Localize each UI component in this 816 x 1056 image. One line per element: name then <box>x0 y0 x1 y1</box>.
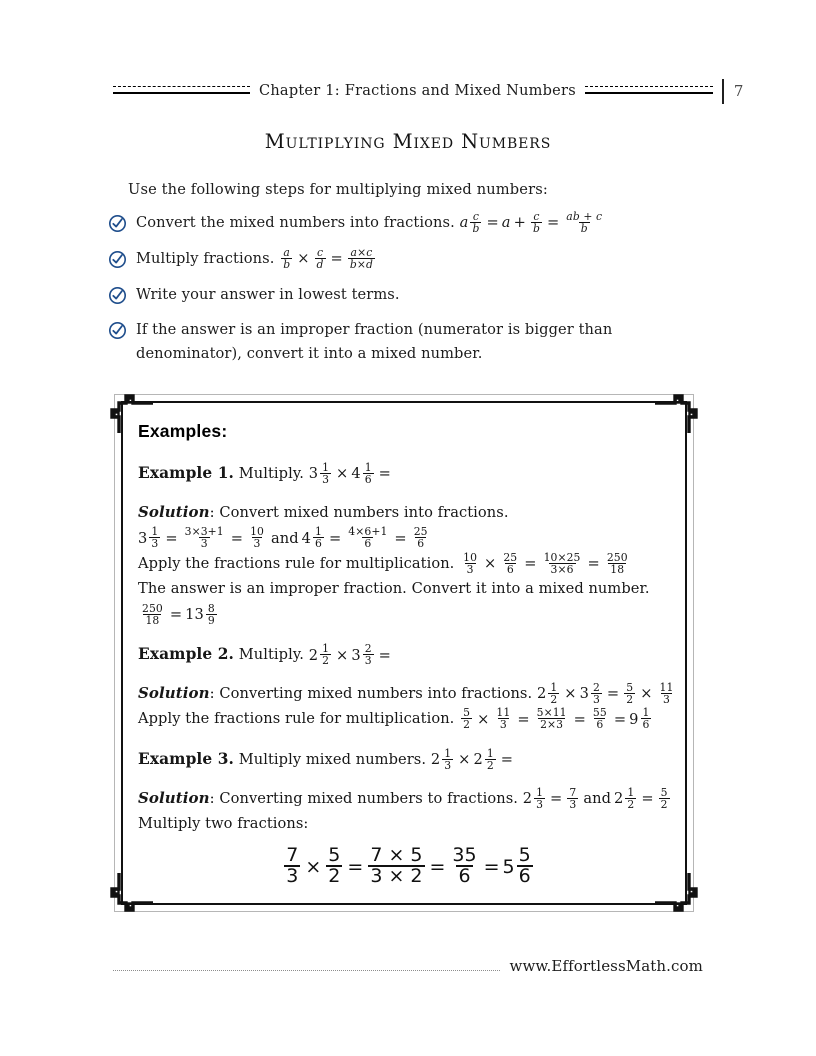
check-circle-icon <box>108 286 127 305</box>
multiply-n1: a <box>283 245 290 259</box>
e2s2-d4: 6 <box>596 718 604 732</box>
convert-eq-1: = <box>486 214 499 232</box>
multiply-n2: c <box>316 245 324 259</box>
e3-frac-2 <box>485 748 496 771</box>
header-rule-right-solid <box>585 92 713 94</box>
list-item <box>108 247 708 271</box>
e2s1-frac-4 <box>658 682 676 705</box>
e1-colon: : <box>209 503 215 521</box>
e1s2-d4: 18 <box>610 562 625 576</box>
e2-d1: 2 <box>322 654 330 668</box>
step-2-label: Multiply fractions. <box>136 249 275 267</box>
e3-s1-expression <box>523 786 672 811</box>
e1s2-frac-3 <box>542 552 583 575</box>
e3-n1: 1 <box>444 746 452 760</box>
e2s2-d5: 6 <box>642 718 650 732</box>
example-2-label: Example 2. <box>138 645 234 664</box>
step-3-label: Write your answer in lowest terms. <box>136 285 400 303</box>
multiply-eq: = <box>330 250 343 267</box>
example-3-expression <box>431 747 516 772</box>
e2s1-frac-1 <box>548 682 559 705</box>
multiply-d1: b <box>283 257 291 271</box>
e3s1-frac-2 <box>567 787 578 810</box>
e1-whole-1: 3 <box>308 465 319 483</box>
e1s2-d1: 3 <box>466 562 474 576</box>
e1-times: × <box>336 465 349 483</box>
multiply-fraction-1 <box>281 247 292 270</box>
example-2-prompt-text: Multiply. <box>238 646 304 664</box>
step-1-label: Convert the mixed numbers into fractions. <box>136 214 455 231</box>
example-3-prompt <box>138 746 679 773</box>
convert-c: c <box>472 209 480 223</box>
e2-s1-expression <box>537 681 677 706</box>
example-3-final-equation <box>138 843 679 888</box>
e1s2-eq1: = <box>524 555 537 573</box>
e2s2-frac-2 <box>494 707 512 730</box>
e2-whole-1: 2 <box>308 646 319 664</box>
e1-d1: 3 <box>322 473 330 486</box>
e1s2-frac-2 <box>501 552 519 575</box>
final-equation-expression <box>282 843 534 888</box>
e1s1-frac-1 <box>149 526 160 549</box>
e1s2-n4: 250 <box>606 550 628 564</box>
e1-s3-text: The answer is an improper fraction. Convert it into a mixed number. <box>138 580 650 598</box>
e2s2-times: × <box>477 710 490 728</box>
e3s1-eq2: = <box>641 789 654 807</box>
convert-a: a <box>459 214 469 232</box>
e1s3-frac-2 <box>206 603 217 626</box>
e1s1-fd1: 3 <box>200 537 208 551</box>
e2s1-fn1: 5 <box>626 680 634 694</box>
page-title: Multiplying Mixed Numbers <box>264 130 552 153</box>
e2s2-eq2: = <box>573 710 586 728</box>
e2s1-eq: = <box>606 685 620 703</box>
example-3-prompt-text: Multiply mixed numbers. <box>238 750 427 768</box>
e1s1-w1: 3 <box>138 529 148 547</box>
e2s2-frac-4 <box>591 707 609 730</box>
e1s1-eq2: = <box>230 529 244 547</box>
e1s2-n2: 25 <box>503 550 518 564</box>
e1s1-d1: 3 <box>151 537 159 551</box>
e1s1-frac-6 <box>412 526 430 549</box>
e3s1-and: and <box>583 789 611 807</box>
e1s1-fn3: 4×6+1 <box>348 525 388 539</box>
example-3-label: Example 3. <box>138 749 234 768</box>
e1s3-n1: 250 <box>142 601 163 615</box>
e1s1-and: and <box>270 529 299 547</box>
example-1-prompt <box>138 460 679 487</box>
e2-n2: 2 <box>364 642 372 656</box>
e1s1-fn2: 10 <box>250 525 264 539</box>
list-item <box>108 211 708 235</box>
e3-colon: : <box>209 789 215 807</box>
e3-frac-1 <box>442 748 453 771</box>
e3-n2: 1 <box>486 746 494 760</box>
e1s1-fd2: 3 <box>253 537 261 551</box>
e1-s2-expression <box>459 551 632 576</box>
e1s2-n1: 10 <box>463 550 478 564</box>
e2s2-frac-3 <box>535 707 569 730</box>
fe-frac-1 <box>284 843 300 888</box>
fe-d3: 3 × 2 <box>370 865 423 888</box>
example-3-solution-line-1 <box>138 786 679 812</box>
example-1-solution-line-1 <box>138 500 679 551</box>
example-2 <box>138 641 679 732</box>
multiply-d2: d <box>316 257 324 271</box>
convert-fraction-cb-2 <box>531 211 542 234</box>
fe-n4: 35 <box>452 843 477 866</box>
e1s2-eq2: = <box>587 555 600 573</box>
page-number: 7 <box>733 82 744 100</box>
examples-content <box>138 421 679 901</box>
example-3-solution-label: Solution <box>138 788 210 807</box>
example-2-solution-line-2 <box>138 706 679 732</box>
e3-eq: = <box>500 751 514 769</box>
footer-dotted-rule <box>113 970 500 971</box>
header-rule-left-dashed <box>113 86 250 87</box>
convert-plus: + <box>513 214 526 232</box>
e2s1-d1: 2 <box>550 692 558 706</box>
e1s1-fn1: 3×3+1 <box>184 525 224 539</box>
convert-b: b <box>472 221 480 235</box>
e3-d1: 3 <box>444 758 452 772</box>
e1-n1: 1 <box>322 461 330 474</box>
e2s1-fn2: 11 <box>659 680 674 694</box>
e3-whole-1: 2 <box>430 751 441 769</box>
e3s1-fd2: 2 <box>660 797 668 811</box>
e3-d2: 2 <box>486 758 494 772</box>
e2-s2-text: Apply the fractions rule for multiplication. <box>138 710 455 728</box>
e1s1-fd4: 6 <box>417 537 425 551</box>
e1s3-whole: 13 <box>185 605 204 623</box>
e1-frac-1 <box>320 462 331 485</box>
e2s2-eq1: = <box>517 710 530 728</box>
example-3-solution-line-2: Multiply two fractions: <box>138 815 309 833</box>
e2-n1: 1 <box>322 642 330 656</box>
fe-frac-4 <box>450 843 478 888</box>
example-1-prompt-text: Multiply. <box>238 465 304 482</box>
e1s1-n2: 1 <box>315 525 322 539</box>
e2-s1-text: Converting mixed numbers into fractions. <box>219 684 533 702</box>
e1s3-eq: = <box>169 605 183 623</box>
multiply-formula <box>279 247 377 271</box>
e1s1-eq1: = <box>165 529 178 547</box>
e2-s2-expression <box>459 707 653 732</box>
e2s1-d2: 3 <box>592 692 600 706</box>
header-rule-left <box>113 84 250 98</box>
e3s1-fd1: 3 <box>569 797 577 811</box>
e1-s1-text: Convert mixed numbers into fractions. <box>219 503 509 521</box>
e1s2-frac-1 <box>461 552 479 575</box>
e2s1-w1: 2 <box>536 685 547 703</box>
convert-fraction-cb <box>470 211 481 234</box>
e1s3-frac-1 <box>140 603 165 626</box>
check-circle-icon <box>108 250 127 269</box>
fe-times: × <box>305 855 322 878</box>
e1s3-d2: 9 <box>207 613 215 627</box>
example-1-solution-label: Solution <box>138 502 210 521</box>
e3s1-fn2: 5 <box>660 785 668 799</box>
e1s2-n3: 10×25 <box>543 550 581 564</box>
e1-d2: 6 <box>364 473 372 486</box>
fe-n3: 7 × 5 <box>370 843 423 866</box>
e2s1-frac-3 <box>624 682 635 705</box>
e3-whole-2: 2 <box>473 751 483 769</box>
e2s2-frac-1 <box>461 707 472 730</box>
example-1-expression <box>309 461 394 486</box>
convert-a2: a <box>501 214 511 232</box>
e2s1-w2: 3 <box>579 685 589 703</box>
example-2-solution-label: Solution <box>138 683 210 702</box>
e3s1-d1: 3 <box>536 797 544 811</box>
e3s1-w1: 2 <box>522 789 533 807</box>
multiply-result-fraction <box>348 247 375 270</box>
steps-list <box>108 211 708 378</box>
e1s1-n1: 1 <box>151 525 159 539</box>
e1s1-frac-3 <box>248 526 266 549</box>
e1s2-d3: 3×6 <box>550 562 574 576</box>
e2s1-fd2: 3 <box>662 692 670 706</box>
e2-frac-2 <box>363 643 374 666</box>
e2s2-whole: 9 <box>629 710 639 728</box>
e3s1-w2: 2 <box>614 789 624 807</box>
examples-heading: Examples: <box>138 421 228 441</box>
example-2-expression <box>309 643 394 668</box>
e3s1-frac-3 <box>625 787 636 810</box>
fe-d5: 6 <box>518 865 531 888</box>
e3s1-d2: 2 <box>627 797 635 811</box>
multiply-rd: b×d <box>349 257 374 271</box>
header-rule-right <box>585 84 713 98</box>
fe-frac-3 <box>368 843 424 888</box>
e2-colon: : <box>209 684 215 702</box>
e1-frac-2 <box>363 462 374 485</box>
e1-eq: = <box>378 465 391 483</box>
page-footer <box>113 955 703 977</box>
e3s1-eq1: = <box>550 789 563 807</box>
e3s1-n1: 1 <box>536 785 544 799</box>
chapter-title: Chapter 1: Fractions and Mixed Numbers <box>259 83 576 99</box>
multiply-times: × <box>297 250 310 267</box>
convert-b2: b <box>532 221 540 235</box>
e1-s2-text: Apply the fractions rule for multiplication. <box>138 554 455 572</box>
e2-d2: 3 <box>364 654 372 668</box>
e1s1-eq3: = <box>328 529 342 547</box>
e2s2-n2: 11 <box>496 706 511 720</box>
step-4-label: If the answer is an improper fraction (numerator is bigger than denominator), convert it into a mixed number. <box>136 321 613 362</box>
e2-whole-2: 3 <box>351 646 361 664</box>
multiply-fraction-2 <box>315 247 326 270</box>
e2s2-n4: 55 <box>592 706 607 720</box>
e1-s3-expression <box>138 602 219 627</box>
e2-frac-1 <box>320 643 331 666</box>
e2s1-times2: × <box>640 685 653 703</box>
e3-s1-text: Converting mixed numbers to fractions. <box>219 789 518 807</box>
e2s1-n2: 2 <box>592 680 600 694</box>
example-1 <box>138 460 679 627</box>
e2s2-d1: 2 <box>463 718 471 732</box>
e1s1-fd3: 6 <box>364 537 372 551</box>
convert-result-fraction <box>564 211 604 234</box>
fe-d2: 2 <box>328 865 341 888</box>
fe-d4: 6 <box>458 865 471 888</box>
e1s2-frac-4 <box>605 552 630 575</box>
e1s3-n2: 8 <box>207 601 215 615</box>
e1-whole-2: 4 <box>351 465 361 483</box>
list-item <box>108 318 708 365</box>
e2s1-fd1: 2 <box>626 692 634 706</box>
e1-n2: 1 <box>364 461 372 474</box>
fe-d1: 3 <box>286 865 299 888</box>
e1s1-fn4: 25 <box>413 525 428 539</box>
e2s2-eq3: = <box>613 710 627 728</box>
example-1-solution-line-2 <box>138 551 679 577</box>
list-item <box>108 283 708 307</box>
e2s2-d3: 2×3 <box>540 718 564 732</box>
e2s1-n1: 1 <box>550 680 558 694</box>
e2-eq: = <box>378 646 391 664</box>
step-2-body <box>136 247 708 271</box>
e3s1-frac-4 <box>659 787 670 810</box>
e2s1-frac-2 <box>591 682 602 705</box>
e2s2-n1: 5 <box>463 706 471 720</box>
e1s3-d1: 18 <box>145 613 160 627</box>
check-circle-icon <box>108 214 127 233</box>
e1s2-d2: 6 <box>506 562 514 576</box>
example-1-solution-line-3 <box>138 576 679 627</box>
e1s1-eq4: = <box>394 529 407 547</box>
e1s1-frac-4 <box>313 526 324 549</box>
e3s1-n2: 1 <box>627 785 635 799</box>
e2-times: × <box>336 646 349 664</box>
convert-eq-2: = <box>546 214 560 232</box>
multiply-rn: a×c <box>350 245 373 259</box>
e1s1-frac-2 <box>183 526 226 549</box>
e3-times: × <box>458 751 471 769</box>
intro-text: Use the following steps for multiplying mixed numbers: <box>128 181 548 198</box>
fe-frac-2 <box>326 843 342 888</box>
fe-whole: 5 <box>502 855 515 878</box>
examples-box <box>107 387 701 919</box>
fe-n5: 5 <box>518 843 531 866</box>
e3s1-fn1: 7 <box>569 785 577 799</box>
e1s1-w2: 4 <box>301 529 312 547</box>
header-rule-right-dashed <box>585 86 713 87</box>
convert-formula <box>460 211 607 235</box>
fe-eq1: = <box>347 855 364 878</box>
e1s1-frac-5 <box>346 526 389 549</box>
e2s2-d2: 3 <box>499 718 507 732</box>
e1s2-times: × <box>484 555 497 573</box>
step-1-body <box>136 211 708 235</box>
header-rule-left-solid <box>113 92 250 94</box>
example-1-label: Example 1. <box>138 464 234 482</box>
e2s1-times1: × <box>564 685 577 703</box>
example-3 <box>138 746 679 887</box>
e2s2-n5: 1 <box>642 706 650 720</box>
fe-n1: 7 <box>286 843 299 866</box>
footer-website: www.EffortlessMath.com <box>509 957 703 975</box>
fe-eq2: = <box>429 855 446 878</box>
running-header <box>113 76 744 106</box>
convert-result-den: b <box>580 221 588 235</box>
example-2-prompt <box>138 641 679 668</box>
e3s1-frac-1 <box>534 787 545 810</box>
e2s2-n3: 5×11 <box>536 706 567 720</box>
e2s2-frac-5 <box>641 707 652 730</box>
fe-n2: 5 <box>328 843 341 866</box>
convert-result-num: ab + c <box>566 209 603 223</box>
check-circle-icon <box>108 321 127 340</box>
example-2-solution-line-1 <box>138 681 679 707</box>
e1-s1-expression <box>138 526 432 551</box>
fe-eq3: = <box>483 855 500 878</box>
fe-frac-5 <box>517 843 533 888</box>
convert-c2: c <box>533 209 540 223</box>
e1s1-d2: 6 <box>315 537 322 551</box>
